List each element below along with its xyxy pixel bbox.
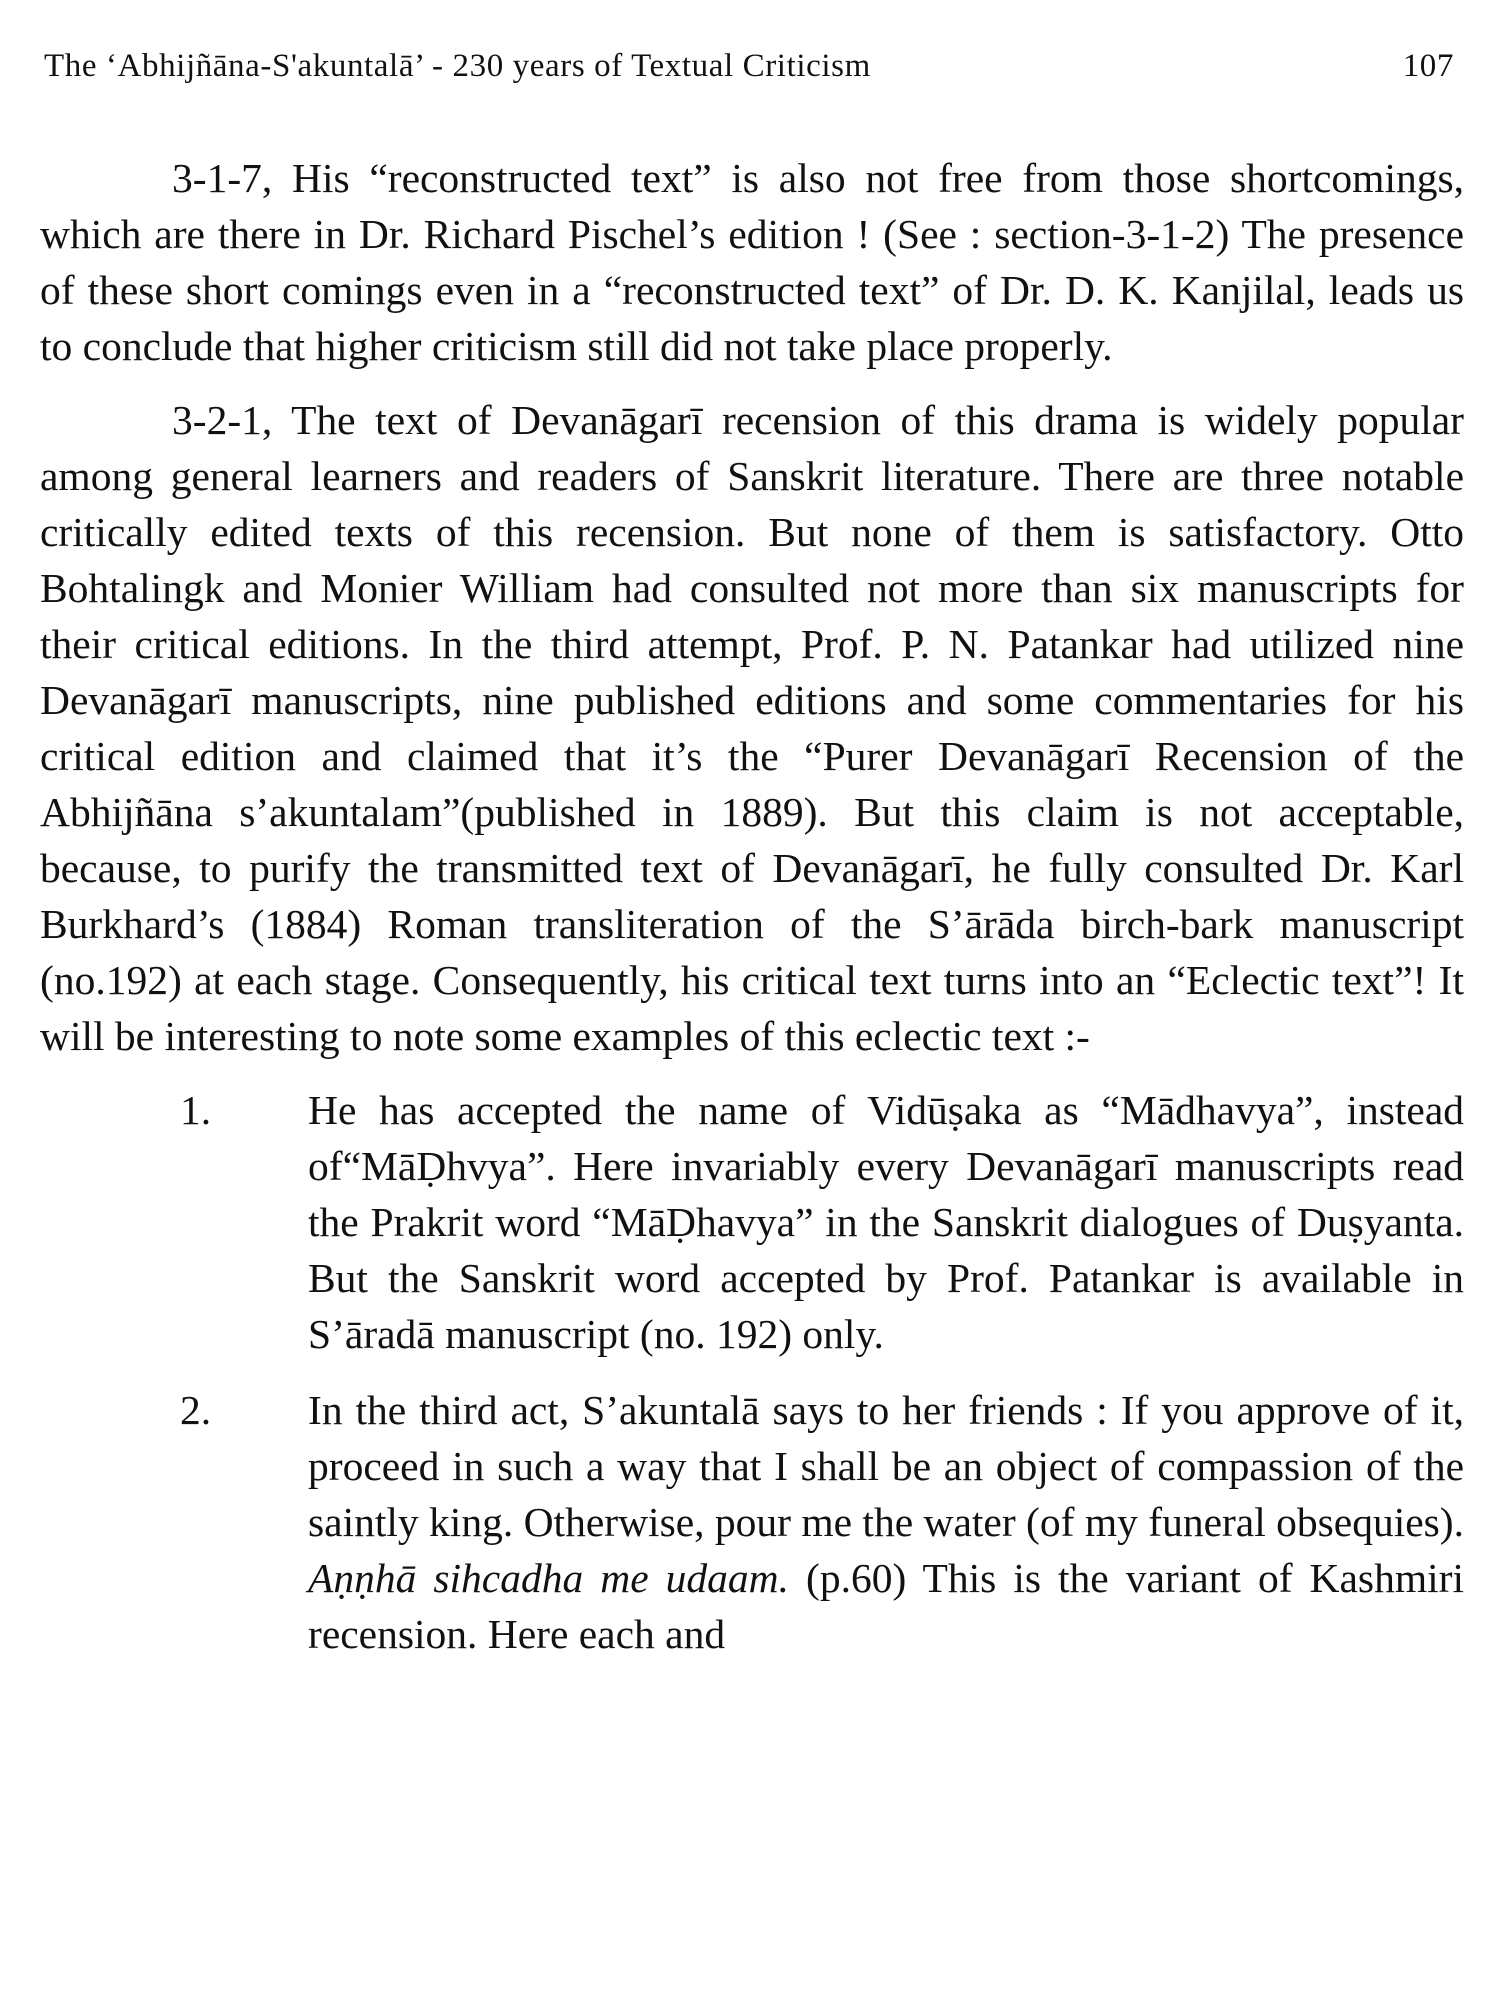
list-item-number: 1.: [180, 1087, 212, 1133]
list-item-number: 2.: [180, 1387, 212, 1433]
page-number: 107: [1402, 48, 1454, 84]
running-header: [40, 48, 1464, 106]
running-title: The ‘Abhijñāna-S'akuntalā’ - 230 years of Textual Criticism: [44, 48, 871, 84]
list-item-text: [308, 1382, 1464, 1662]
list-item: [40, 1082, 1464, 1362]
examples-list: [40, 1082, 1464, 1662]
list-item-text-before: In the third act, S’akuntalā says to her friends : If you approve of it, proceed in such a way that I shall be an object of compassion of the saintly king. Otherwise, pour me the water (of my funeral obsequies).: [308, 1387, 1464, 1545]
prakrit-quote: Aṇṇhā sihcadha me udaam.: [308, 1555, 789, 1601]
paragraph-3-1-7: 3-1-7, His “reconstructed text” is also not free from those shortcomings, which are there in Dr. Richard Pischel’s edition ! (See : section-3-1-2) The presence of these short comings even in a “reconstructed text” of Dr. D. K. Kanjilal, leads us to conclude that higher criticism still did not take place properly.: [40, 155, 1464, 369]
body-text: [40, 150, 1464, 1662]
paragraph-3-2-1: 3-2-1, The text of Devanāgarī recension of this drama is widely popular among general learners and readers of Sanskrit literature. There are three notable critically edited texts of this recension. But none of them is satisfactory. Otto Bohtalingk and Monier William had consulted not more than six manuscripts for their critical editions. In the third attempt, Prof. P. N. Patankar had utilized nine Devanāgarī manuscripts, nine published editions and some commentaries for his critical edition and claimed that it’s the “Purer Devanāgarī Recension of the Abhijñāna s’akuntalam”(published in 1889). But this claim is not acceptable, because, to purify the transmitted text of Devanāgarī, he fully consulted Dr. Karl Burkhard’s (1884) Roman transliteration of the S’ārāda birch-bark manuscript (no.192) at each stage. Consequently, his critical text turns into an “Eclectic text”! It will be interesting to note some examples of this eclectic text :-: [40, 397, 1464, 1059]
list-item: [40, 1382, 1464, 1662]
list-item-text: He has accepted the name of Vidūṣaka as “Mādhavya”, instead of“MāḌhvya”. Here invariably every Devanāgarī manuscripts read the Prakrit word “MāḌhavya” in the Sanskrit dialogues of Duṣyanta. But the Sanskrit word accepted by Prof. Patankar is available in S’āradā manuscript (no. 192) only.: [308, 1087, 1464, 1357]
list-item-text-after: (p.60) This is the variant of Kashmiri recension. Here each and: [308, 1555, 1464, 1657]
